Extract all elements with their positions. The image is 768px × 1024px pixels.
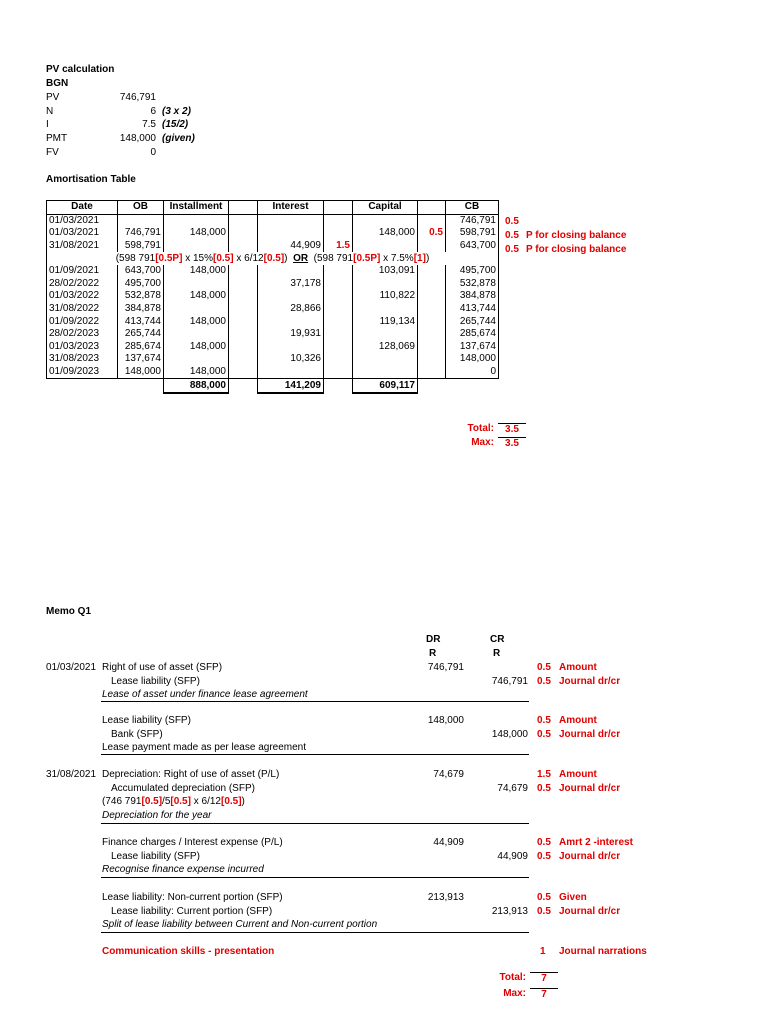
table-cell [229, 265, 258, 278]
table-row [47, 214, 499, 227]
table-cell [418, 366, 446, 379]
pv-note: (3 x 2) [162, 105, 191, 117]
amort-header-cell [418, 201, 446, 215]
table-cell: 148,000 [164, 227, 229, 240]
entry-separator [101, 932, 529, 933]
entry-separator [101, 754, 529, 755]
table-cell: 37,178 [258, 278, 324, 291]
table-cell [164, 328, 229, 341]
pv-value: 7.5 [142, 119, 156, 131]
account-line: Bank (SFP) [111, 728, 163, 740]
mark-text: Amount [559, 662, 597, 673]
amort-header-cell: OB [118, 201, 164, 215]
calc-part: (746 791 [102, 796, 142, 808]
communication-label: Communication skills - presentation [102, 946, 275, 957]
communication-mark: 1 [540, 946, 546, 957]
date-cell: 31/08/2023 [47, 353, 118, 366]
note-part: x 6/12 [233, 252, 264, 264]
table-cell: 128,069 [353, 341, 418, 354]
amort-header-cell [229, 201, 258, 215]
table-cell [164, 214, 229, 227]
table-row [47, 227, 499, 240]
table-cell: 495,700 [446, 265, 499, 278]
table-cell [229, 315, 258, 328]
date-cell: 01/09/2023 [47, 366, 118, 379]
calc-part: [0.5] [141, 796, 163, 808]
table-row [47, 278, 499, 291]
mark-text: Journal dr/cr [559, 675, 621, 687]
pv-value: 746,791 [119, 92, 156, 103]
dr-amount: 746,791 [427, 662, 464, 673]
account-line: Lease liability (SFP) [102, 715, 191, 726]
mark-value: 0.5 [537, 715, 551, 726]
empty-cell [229, 379, 258, 393]
table-cell: 110,822 [353, 290, 418, 303]
table-cell: 1.5 [324, 240, 353, 253]
calc-part: ) [241, 796, 245, 808]
table-cell: 643,700 [118, 265, 164, 278]
account-line: Lease liability (SFP) [111, 675, 200, 687]
pv-value: 6 [150, 105, 156, 117]
amort-max-value: 3.5 [498, 437, 526, 450]
table-cell: 44,909 [258, 240, 324, 253]
table-cell: 0 [446, 366, 499, 379]
mark-value: 0.5 [537, 905, 551, 917]
memo-total-value: 7 [530, 972, 558, 985]
total-installment: 888,000 [164, 379, 229, 393]
table-cell [353, 353, 418, 366]
amort-header-cell: Installment [164, 201, 229, 215]
date-cell: 01/03/2023 [47, 341, 118, 354]
mark-text: Journal dr/cr [559, 850, 621, 862]
table-cell [324, 278, 353, 291]
note-part: x 15% [182, 252, 214, 264]
amortisation-table [46, 200, 499, 394]
table-cell: 598,791 [118, 240, 164, 253]
table-cell [229, 328, 258, 341]
empty-cell [418, 379, 446, 393]
table-cell: 746,791 [118, 227, 164, 240]
entry-date: 31/08/2021 [46, 769, 97, 780]
table-row [47, 353, 499, 366]
amort-title: Amortisation Table [46, 174, 136, 185]
table-cell [324, 341, 353, 354]
note-part: [0.5] [213, 252, 234, 264]
amort-total-label: Total: [467, 423, 494, 434]
pv-value: 0 [150, 146, 156, 158]
table-cell [258, 315, 324, 328]
dr-amount: 74,679 [433, 769, 464, 780]
total-interest: 141,209 [258, 379, 324, 393]
table-cell [418, 290, 446, 303]
cr-amount: 74,679 [497, 782, 528, 794]
entry-date: 01/03/2021 [46, 662, 97, 673]
account-line: Lease liability: Current portion (SFP) [111, 905, 273, 917]
table-cell [418, 278, 446, 291]
table-cell: 10,326 [258, 353, 324, 366]
amort-header-cell: Interest [258, 201, 324, 215]
mark-value: 0.5 [537, 892, 551, 903]
entry-separator [101, 877, 529, 878]
note-part: (598 791 [115, 252, 156, 264]
account-line: Right of use of asset (SFP) [102, 662, 223, 673]
account-line: Depreciation for the year [102, 810, 212, 822]
mark-value: 0.5 [537, 662, 551, 673]
table-cell [324, 328, 353, 341]
cr-header: CR [490, 634, 505, 645]
cr-unit: R [493, 648, 501, 659]
table-cell [418, 353, 446, 366]
date-cell: 01/03/2021 [47, 214, 118, 227]
interest-calc-note [47, 252, 499, 265]
empty-cell [446, 379, 499, 393]
table-cell: 413,744 [118, 315, 164, 328]
table-cell [229, 290, 258, 303]
table-cell: 137,674 [118, 353, 164, 366]
mark-text: Given [559, 892, 587, 903]
date-cell: 31/08/2021 [47, 240, 118, 253]
note-part: [0.5P] [353, 252, 381, 264]
table-cell: 746,791 [446, 214, 499, 227]
table-cell [418, 303, 446, 316]
note-part: (598 791 [308, 252, 354, 264]
date-cell: 01/03/2022 [47, 290, 118, 303]
table-cell [324, 353, 353, 366]
table-cell [258, 366, 324, 379]
table-cell [258, 290, 324, 303]
table-cell [353, 278, 418, 291]
side-mark: 0.5 [505, 216, 519, 227]
account-line: Lease payment made as per lease agreement [102, 742, 307, 754]
dr-amount: 213,913 [427, 892, 464, 903]
note-part: ) [284, 252, 294, 264]
memo-max-value: 7 [530, 988, 558, 1001]
memo-total-label: Total: [499, 972, 526, 983]
mark-value: 0.5 [537, 728, 551, 740]
table-row [47, 315, 499, 328]
account-line: Lease liability (SFP) [111, 850, 200, 862]
table-cell: 148,000 [164, 290, 229, 303]
table-cell [418, 214, 446, 227]
amort-max-label: Max: [471, 437, 494, 448]
note-part: ) [425, 252, 430, 264]
table-row [47, 328, 499, 341]
table-cell: 265,744 [118, 328, 164, 341]
table-row [47, 240, 499, 253]
amort-header-row [47, 201, 499, 215]
amort-header-cell: Date [47, 201, 118, 215]
pv-label: I [46, 119, 49, 131]
amort-note-row [47, 252, 499, 265]
table-cell [229, 227, 258, 240]
table-cell [353, 303, 418, 316]
entry-separator [101, 701, 529, 702]
table-cell: 495,700 [118, 278, 164, 291]
total-capital: 609,117 [353, 379, 418, 393]
table-cell: 384,878 [446, 290, 499, 303]
note-part: [0.5] [263, 252, 285, 264]
table-cell: 285,674 [446, 328, 499, 341]
table-cell: 28,866 [258, 303, 324, 316]
pv-label: FV [46, 146, 59, 158]
empty-cell [324, 379, 353, 393]
date-cell: 01/09/2021 [47, 265, 118, 278]
table-cell: 103,091 [353, 265, 418, 278]
table-cell [229, 278, 258, 291]
table-cell [418, 240, 446, 253]
mark-value: 0.5 [537, 837, 551, 848]
dr-header: DR [426, 634, 441, 645]
table-cell [229, 303, 258, 316]
table-cell: 0.5 [418, 227, 446, 240]
dr-amount: 148,000 [427, 715, 464, 726]
table-cell: 148,000 [164, 315, 229, 328]
table-cell [353, 366, 418, 379]
table-cell [324, 227, 353, 240]
account-line: Lease liability: Non-current portion (SFP) [102, 892, 283, 903]
pv-label: PV [46, 92, 60, 103]
pv-calc-mode: BGN [46, 78, 69, 89]
table-cell: 119,134 [353, 315, 418, 328]
table-cell: 148,000 [118, 366, 164, 379]
dr-unit: R [429, 648, 437, 659]
calc-part: [0.5] [220, 796, 242, 808]
table-row [47, 290, 499, 303]
note-part: x 7.5% [380, 252, 414, 264]
table-cell: 137,674 [446, 341, 499, 354]
table-cell: 413,744 [446, 303, 499, 316]
table-cell [353, 214, 418, 227]
table-cell [164, 240, 229, 253]
mark-text: Amrt 2 -interest [559, 837, 633, 848]
account-line: Split of lease liability between Current and Non-current portion [102, 919, 378, 931]
cr-amount: 148,000 [491, 728, 528, 740]
table-cell [324, 265, 353, 278]
dr-amount: 44,909 [433, 837, 464, 848]
table-cell: 384,878 [118, 303, 164, 316]
table-cell: 532,878 [446, 278, 499, 291]
table-row [47, 265, 499, 278]
empty-cell [47, 379, 118, 393]
note-part: [1] [413, 252, 426, 264]
table-cell [164, 303, 229, 316]
table-row [47, 303, 499, 316]
table-cell [164, 278, 229, 291]
mark-text: Journal dr/cr [559, 728, 621, 740]
table-cell [258, 265, 324, 278]
table-cell: 148,000 [353, 227, 418, 240]
account-line: Lease of asset under finance lease agreement [102, 689, 308, 701]
cr-amount: 746,791 [491, 675, 528, 687]
table-cell: 148,000 [164, 366, 229, 379]
mark-value: 1.5 [537, 769, 551, 780]
table-cell [229, 214, 258, 227]
date-cell: 01/09/2022 [47, 315, 118, 328]
account-line: Accumulated depreciation (SFP) [111, 782, 255, 794]
account-line: Recognise finance expense incurred [102, 864, 264, 876]
table-cell [324, 290, 353, 303]
table-row [47, 366, 499, 379]
side-mark-text: P for closing balance [526, 229, 627, 241]
mark-value: 0.5 [537, 850, 551, 862]
table-cell [418, 328, 446, 341]
table-cell [418, 265, 446, 278]
date-cell: 01/03/2021 [47, 227, 118, 240]
empty-cell [118, 379, 164, 393]
amort-totals-row [47, 379, 499, 393]
side-mark: 0.5 [505, 229, 519, 241]
memo-title: Memo Q1 [46, 606, 92, 617]
mark-value: 0.5 [537, 675, 551, 687]
amort-total-value: 3.5 [498, 423, 526, 436]
table-row [47, 341, 499, 354]
account-line: Finance charges / Interest expense (P/L) [102, 837, 283, 848]
table-cell: 148,000 [164, 341, 229, 354]
communication-mark-text: Journal narrations [559, 946, 647, 957]
mark-text: Journal dr/cr [559, 782, 621, 794]
table-cell [324, 315, 353, 328]
table-cell [258, 227, 324, 240]
date-cell: 28/02/2022 [47, 278, 118, 291]
cr-amount: 44,909 [497, 850, 528, 862]
cr-amount: 213,913 [491, 905, 528, 917]
table-cell [324, 303, 353, 316]
depreciation-calc [102, 796, 245, 808]
pv-value: 148,000 [119, 133, 156, 145]
pv-note: (15/2) [162, 119, 189, 131]
table-cell [324, 366, 353, 379]
calc-part: [0.5] [170, 796, 191, 808]
table-cell: 532,878 [118, 290, 164, 303]
table-cell: 643,700 [446, 240, 499, 253]
account-line: Depreciation: Right of use of asset (P/L) [102, 769, 280, 780]
table-cell [229, 240, 258, 253]
table-cell [118, 214, 164, 227]
calc-part: x 6/12 [190, 796, 221, 808]
table-cell: 148,000 [446, 353, 499, 366]
table-cell: 19,931 [258, 328, 324, 341]
table-cell [229, 341, 258, 354]
table-cell: 265,744 [446, 315, 499, 328]
table-cell: 285,674 [118, 341, 164, 354]
table-cell [229, 353, 258, 366]
amort-header-cell: Capital [353, 201, 418, 215]
calc-part: /5 [162, 796, 171, 808]
date-cell: 28/02/2023 [47, 328, 118, 341]
table-cell [258, 214, 324, 227]
memo-max-label: Max: [503, 988, 526, 999]
date-cell: 31/08/2022 [47, 303, 118, 316]
table-cell [418, 341, 446, 354]
mark-text: Journal dr/cr [559, 905, 621, 917]
side-mark-text: P for closing balance [526, 243, 627, 255]
table-cell: 598,791 [446, 227, 499, 240]
amort-header-cell: CB [446, 201, 499, 215]
pv-label: N [46, 105, 54, 117]
entry-separator [101, 823, 529, 824]
or-label: OR [293, 252, 309, 264]
table-cell [353, 240, 418, 253]
pv-note: (given) [162, 133, 195, 145]
table-cell [353, 328, 418, 341]
table-cell [418, 315, 446, 328]
amort-header-cell [324, 201, 353, 215]
table-cell [258, 341, 324, 354]
table-cell [324, 214, 353, 227]
table-cell [164, 353, 229, 366]
note-part: [0.5P] [155, 252, 183, 264]
mark-value: 0.5 [537, 782, 551, 794]
mark-text: Amount [559, 715, 597, 726]
table-cell [229, 366, 258, 379]
pv-label: PMT [46, 133, 68, 145]
pv-calc-title: PV calculation [46, 64, 115, 75]
side-mark: 0.5 [505, 243, 519, 255]
table-cell: 148,000 [164, 265, 229, 278]
mark-text: Amount [559, 769, 597, 780]
